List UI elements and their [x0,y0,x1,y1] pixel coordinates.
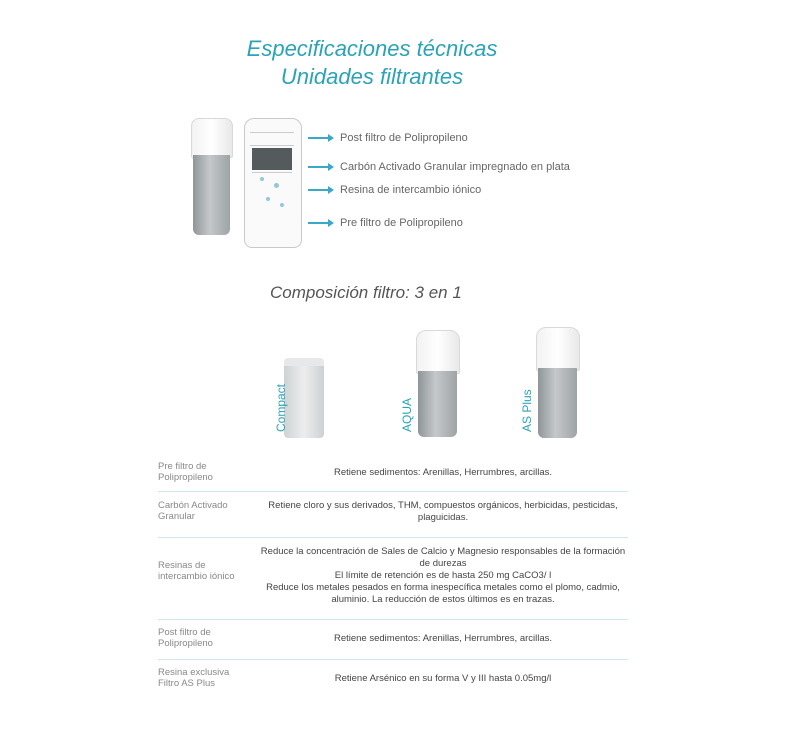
spec-row: Carbón Activado Granular Retiene cloro y sus derivados, THM, compuestos orgánicos, herbicidas, pesticidas, plaguicidas. [158,500,618,523]
layer-label: Pre filtro de Polipropileno [308,216,463,230]
divider [158,619,628,620]
spec-row: Post filtro de Polipropileno Retiene sedimentos: Arenillas, Herrumbres, arcillas. [158,627,553,649]
arrow-right-icon [308,166,330,168]
layer-label: Resina de intercambio iónico [308,183,481,197]
spec-row: Resina exclusiva Filtro AS Plus Retiene Arsénico en su forma V y III hasta 0.05mg/l [158,667,552,689]
page-subtitle: Unidades filtrantes [280,64,464,89]
arrow-right-icon [308,137,330,139]
composition-title: Composición filtro: 3 en 1 [270,283,462,302]
arrow-right-icon [308,222,330,224]
divider [158,537,628,538]
spec-row: Resinas de intercambio iónico Reduce la concentración de Sales de Calcio y Magnesio responsables de la formación de durezas El límite de retención es de hasta 250 mg CaCO3/ l Reduce los metales pesados en forma inespecífica metales como el plomo, cadmio, aluminio. La reducción de estos últimos es en trazas. [158,546,626,605]
spec-row: Pre filtro de Polipropileno Retiene sedimentos: Arenillas, Herrumbres, arcillas. [158,461,553,483]
arrow-right-icon [308,189,330,191]
page-title: Especificaciones técnicas [246,36,498,61]
layer-label: Post filtro de Polipropileno [308,131,468,145]
layer-label: Carbón Activado Granular impregnado en plata [308,160,570,174]
divider [158,659,628,660]
divider [158,491,628,492]
